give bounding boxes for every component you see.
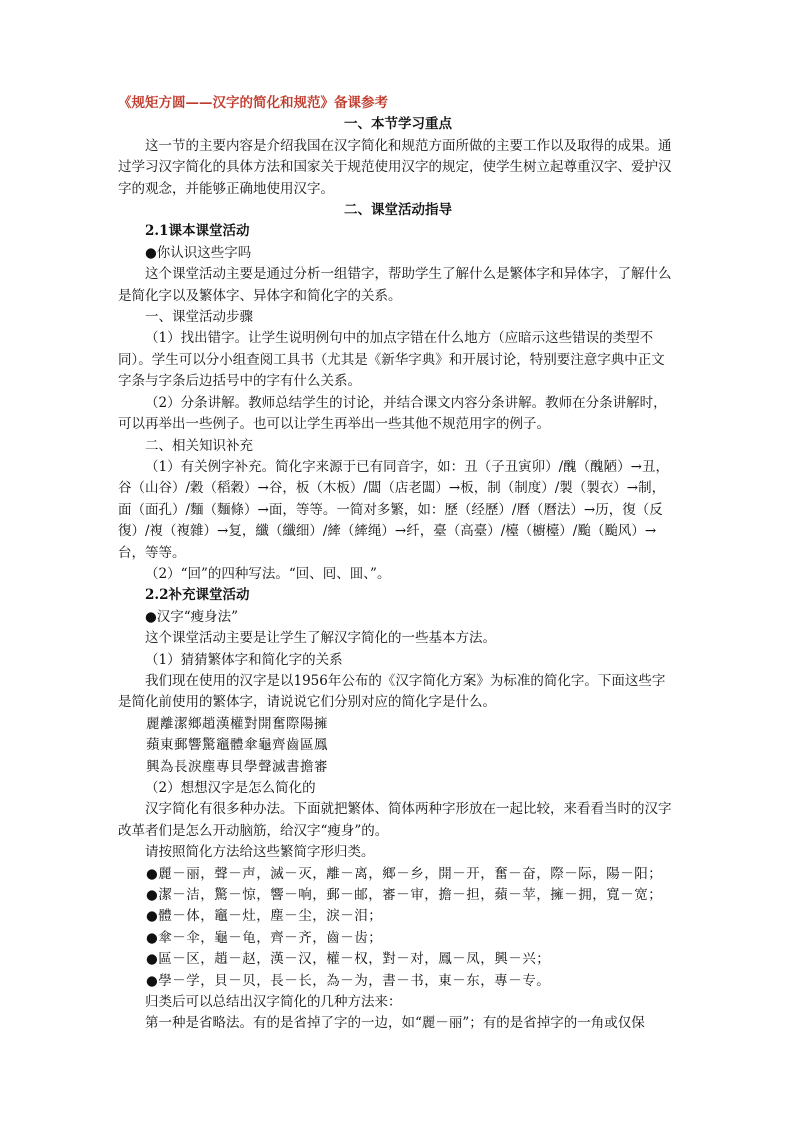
think-heading: （2）想想汉字是怎么简化的 bbox=[145, 780, 316, 796]
section1-heading: 一、本节学习重点 bbox=[344, 116, 452, 133]
section1-paragraph: 这一节的主要内容是介绍我国在汉字简化和规范方面所做的主要工作以及取得的成果。通过学习汉字简化的具体方法和国家关于规范使用汉字的规定，使学生树立起尊重汉字、爱护汉字的观念，并能够正确地使用汉字。 bbox=[118, 137, 672, 197]
steps-heading: 一、课堂活动步骤 bbox=[145, 309, 253, 326]
sub2-heading: 2.2补充课堂活动 bbox=[145, 587, 250, 604]
classification-group: ●學－学，貝－贝，長－长，為－为，書－书，東－东，專－专。 bbox=[146, 972, 551, 989]
sub2-intro: 这个课堂活动主要是让学生了解汉字简化的一些基本方法。 bbox=[145, 630, 496, 647]
document-content bbox=[118, 93, 678, 1035]
step2-paragraph: （2）分条讲解。教师总结学生的讨论，并结合课文内容分条讲解。教师在分条讲解时，可以再举出一些例子。也可以让学生再举出一些其他不规范用字的例子。 bbox=[118, 394, 667, 433]
supplement-heading: 二、相关知识补充 bbox=[145, 437, 253, 454]
section2-heading: 二、课堂活动指导 bbox=[344, 202, 452, 219]
classification-group: ●體－体，竈－灶，塵－尘，淚－泪； bbox=[146, 908, 383, 925]
step1-paragraph: （1）找出错字。让学生说明例句中的加点字错在什么地方（应暗示这些错误的类型不同）。学生可以分小组查阅工具书（尤其是《新华字典》和开展讨论，特别要注意字典中正文字条与字条后边括号中的字有什么关系。 bbox=[118, 330, 665, 390]
traditional-chars-row: 麗離潔鄉趙漢權對開奮際陽擁 bbox=[146, 715, 328, 732]
summary-line: 归类后可以总结出汉字简化的几种方法来： bbox=[145, 994, 402, 1011]
think-paragraph: 汉字简化有很多种办法。下面就把繁体、简体两种字形放在一起比较，来看看当时的汉字改革者们是怎么开动脑筋，给汉字“瘦身”的。 bbox=[118, 801, 672, 839]
classification-group: ●區－区，趙－赵，漢－汉，權－权，對－对，鳳－凤，興－兴； bbox=[146, 951, 551, 968]
classify-instruction: 请按照简化方法给这些繁简字形归类。 bbox=[145, 844, 375, 861]
supplement2-paragraph: （2）“回”的四种写法。“回、囘、囬、”。 bbox=[145, 565, 391, 582]
guess-paragraph: 我们现在使用的汉字是以1956年公布的《汉字简化方案》为标准的简化字。下面这些字是简化前使用的繁体字，请说说它们分别对应的简化字是什么。 bbox=[118, 672, 666, 711]
method1-paragraph: 第一种是省略法。有的是省掉了字的一边，如“麗－丽”；有的是省掉字的一角或仅保 bbox=[145, 1015, 645, 1032]
sub1-bullet: ●你认识这些字吗 bbox=[145, 244, 252, 261]
sub1-heading: 2.1课本课堂活动 bbox=[145, 223, 250, 240]
supplement1-paragraph: （1）有关例字补充。简化字来源于已有同音字，如：丑（子丑寅卯）/醜（醜陋）→丑，谷（山谷）/穀（稻穀）→谷，板（木板）/闆（店老闆）→板，制（制度）/製（製衣）→制，面（面孔）/麵（麵條）→面，等等。一简对多繁，如：歷（经歷）/曆（曆法）→历，復（反復）/複（複雜）→复，纖（纖细）/縴（縴绳）→纤，臺（高臺）/檯（櫥檯）/颱（颱风）→台，等等。 bbox=[118, 458, 669, 561]
classification-group: ●潔－洁，驚－惊，響－响，郵－邮，審－审，擔－担，蘋－苹，擁－拥，寬－宽； bbox=[146, 887, 663, 904]
sub2-bullet: ●汉字“瘦身法” bbox=[145, 608, 239, 625]
classification-group: ●傘－伞，龜－龟，齊－齐，齒－齿； bbox=[146, 929, 383, 946]
classification-group: ●麗－丽，聲－声，滅－灭，離－离，鄉－乡，開－开，奮－奋，際－际，陽－阳； bbox=[146, 865, 663, 882]
sub1-intro: 这个课堂活动主要是通过分析一组错字，帮助学生了解什么是繁体字和异体字，了解什么是简化字以及繁体字、异体字和简化字的关系。 bbox=[118, 266, 672, 304]
document-title: 《规矩方圆——汉字的简化和规范》备课参考 bbox=[118, 95, 388, 111]
traditional-chars-row: 興為長淚塵專貝學聲滅書擔審 bbox=[146, 758, 328, 775]
guess-heading: （1）猜猜繁体字和简化字的关系 bbox=[145, 651, 343, 668]
traditional-chars-row: 蘋東郵響驚竈體傘龜齊齒區鳳 bbox=[146, 737, 328, 754]
